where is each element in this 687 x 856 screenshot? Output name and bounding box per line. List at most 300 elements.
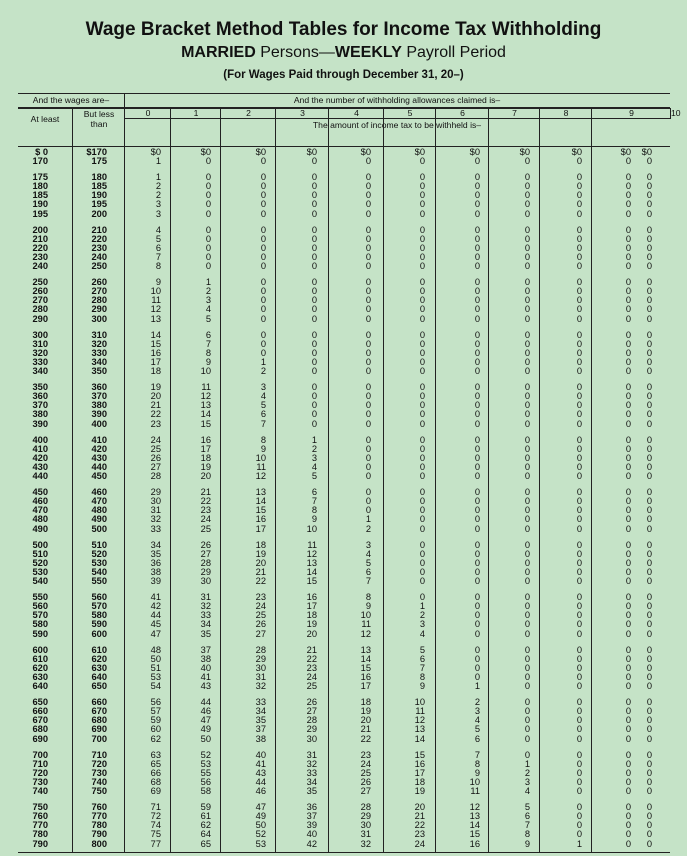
- table-cell-value: 62: [200, 820, 211, 831]
- table-cell-value: 50: [200, 733, 211, 744]
- table-cell-value: 0: [311, 409, 317, 420]
- withholding-cell-1: [201, 751, 211, 796]
- table-cell-value: 0: [365, 366, 371, 377]
- table-cell-value: 0: [474, 592, 480, 603]
- table-cell-value: 55: [200, 767, 211, 778]
- table-cell-value: 390: [91, 409, 107, 420]
- table-cell-value: 0: [474, 366, 480, 377]
- table-cell-value: 185: [91, 181, 107, 192]
- table-cell-value: 0: [474, 434, 480, 445]
- table-cell-value: 0: [646, 724, 652, 735]
- table-cell-value: 0: [419, 576, 425, 587]
- table-cell-value: 330: [32, 356, 48, 367]
- table-cell-value: 0: [311, 261, 317, 272]
- withholding-cell-2: [261, 383, 266, 428]
- withholding-cell-6: [475, 226, 480, 271]
- table-cell-value: 0: [625, 820, 631, 831]
- table-cell-value: 0: [524, 487, 530, 498]
- table-cell-value: 470: [32, 505, 48, 516]
- table-cell-value: 3: [155, 208, 161, 219]
- table-cell-value: 1: [155, 172, 161, 183]
- table-cell-value: 0: [311, 224, 317, 235]
- table-cell-value: 0: [576, 391, 582, 402]
- table-cell-value: 0: [625, 261, 631, 272]
- table-cell-value: 0: [419, 338, 425, 349]
- table-cell-value: 0: [576, 199, 582, 210]
- table-cell-value: 0: [260, 199, 266, 210]
- table-cell-value: 27: [306, 706, 317, 717]
- table-cell-value: 17: [306, 601, 317, 612]
- table-cell-value: 0: [365, 199, 371, 210]
- table-cell-value: 34: [200, 619, 211, 630]
- table-cell-value: 0: [646, 313, 652, 324]
- table-cell-value: 0: [419, 181, 425, 192]
- table-cell-value: 17: [255, 523, 266, 534]
- table-cell-value: 0: [419, 199, 425, 210]
- table-cell-value: $ 0: [35, 147, 48, 157]
- table-cell-value: 26: [306, 697, 317, 708]
- table-cell-value: 460: [91, 487, 107, 498]
- table-cell-value: 0: [576, 251, 582, 262]
- table-cell-value: 1: [365, 514, 371, 525]
- table-cell-value: 350: [32, 382, 48, 393]
- table-cell-value: 0: [576, 548, 582, 559]
- withholding-cell-8: [577, 488, 582, 533]
- withholding-cell-3: [312, 331, 317, 376]
- table-cell-value: 0: [625, 802, 631, 813]
- table-row-group: [18, 541, 670, 587]
- table-cell-value: 0: [576, 452, 582, 463]
- table-cell-value: 730: [32, 776, 48, 787]
- table-cell-value: 11: [307, 539, 317, 550]
- table-cell-value: 2: [155, 181, 161, 192]
- withholding-cell-3: [312, 226, 317, 271]
- table-cell-value: 0: [625, 224, 631, 235]
- table-cell-value: 490: [91, 514, 107, 525]
- table-cell-value: 75: [150, 829, 161, 840]
- table-cell-value: 17: [360, 681, 371, 692]
- table-cell-value: 22: [255, 576, 266, 587]
- table-cell-value: 0: [474, 487, 480, 498]
- table-cell-value: 0: [625, 523, 631, 534]
- table-cell-value: 35: [306, 786, 317, 797]
- table-cell-value: 0: [625, 471, 631, 482]
- table-cell-value: 2: [260, 366, 266, 377]
- table-cell-value: 0: [474, 653, 480, 664]
- table-cell-value: 47: [200, 715, 211, 726]
- table-cell-value: 12: [306, 548, 317, 559]
- table-cell-value: 0: [576, 313, 582, 324]
- table-cell-value: 0: [646, 382, 652, 393]
- withholding-cell-5: [420, 173, 425, 218]
- withholding-cell-9: [626, 541, 631, 586]
- table-cell-value: 0: [474, 190, 480, 201]
- table-cell-value: 0: [260, 208, 266, 219]
- withholding-cell-1: [206, 173, 211, 218]
- table-cell-value: 0: [646, 286, 652, 297]
- table-cell-value: 21: [200, 487, 211, 498]
- table-cell-value: 390: [32, 418, 48, 429]
- table-cell-value: 0: [625, 576, 631, 587]
- withholding-cell-5: [420, 226, 425, 271]
- table-cell-value: 15: [414, 749, 425, 760]
- at-least-cell: [32, 148, 48, 166]
- table-cell-value: 33: [150, 523, 161, 534]
- table-cell-value: 2: [474, 697, 480, 708]
- table-cell-value: 0: [625, 461, 631, 472]
- table-cell-value: 16: [469, 838, 480, 849]
- table-cell-value: 0: [524, 347, 530, 358]
- amount-withheld-header: The amount of income tax to be withheld is–: [124, 118, 670, 131]
- table-cell-value: 350: [91, 366, 107, 377]
- table-cell-value: 0: [625, 199, 631, 210]
- table-cell-value: 300: [32, 329, 48, 340]
- table-cell-value: 22: [414, 820, 425, 831]
- table-cell-value: 0: [524, 601, 530, 612]
- withholding-cell-2: [261, 173, 266, 218]
- table-cell-value: 48: [150, 644, 161, 655]
- withholding-cell-7: [525, 226, 530, 271]
- table-row-group: [18, 593, 670, 639]
- table-cell-value: 0: [524, 251, 530, 262]
- table-cell-value: 0: [646, 557, 652, 568]
- table-cell-value: 490: [32, 523, 48, 534]
- table-cell-value: 0: [625, 487, 631, 498]
- withholding-cell-0: [151, 751, 161, 796]
- allowance-col-header-10: 10: [671, 108, 681, 118]
- table-cell-value: 27: [360, 786, 371, 797]
- table-cell-value: 0: [524, 313, 530, 324]
- table-cell-value: 0: [576, 592, 582, 603]
- withholding-cell-2: [256, 488, 266, 533]
- table-cell-value: 0: [419, 190, 425, 201]
- table-cell-value: 0: [419, 286, 425, 297]
- table-cell-value: 0: [260, 304, 266, 315]
- table-cell-value: 0: [311, 233, 317, 244]
- table-cell-value: 26: [360, 776, 371, 787]
- table-cell-value: 0: [524, 443, 530, 454]
- rule-header-top: [18, 108, 670, 109]
- table-cell-value: 670: [32, 715, 48, 726]
- table-cell-value: 0: [474, 409, 480, 420]
- withholding-cell-6: [470, 751, 480, 796]
- table-cell-value: 670: [91, 706, 107, 717]
- but-less-cell: [91, 593, 107, 638]
- table-cell-value: 0: [576, 523, 582, 534]
- table-cell-value: 380: [91, 400, 107, 411]
- table-cell-value: 44: [200, 697, 211, 708]
- table-cell-value: 25: [255, 610, 266, 621]
- table-cell-value: 0: [576, 261, 582, 272]
- table-cell-value: 24: [306, 671, 317, 682]
- but-less-cell: [91, 646, 107, 691]
- withholding-cell-5: [415, 698, 425, 743]
- table-cell-value: 19: [200, 461, 211, 472]
- but-less-cell: [91, 173, 107, 218]
- table-cell-value: 0: [524, 557, 530, 568]
- table-cell-value: 560: [91, 592, 107, 603]
- withholding-cell-1: [201, 383, 211, 428]
- table-cell-value: 0: [646, 329, 652, 340]
- table-cell-value: 0: [524, 681, 530, 692]
- wages-paid-note: (For Wages Paid through December 31, 20–): [223, 69, 464, 81]
- table-cell-value: 0: [474, 601, 480, 612]
- table-cell-value: $0: [200, 147, 211, 157]
- table-cell-value: 28: [200, 557, 211, 568]
- table-cell-value: 0: [474, 304, 480, 315]
- table-cell-value: 0: [260, 251, 266, 262]
- table-cell-value: 0: [365, 190, 371, 201]
- table-cell-value: 180: [32, 181, 48, 192]
- table-cell-value: 13: [360, 644, 371, 655]
- withholding-cell-3: [307, 593, 317, 638]
- table-cell-value: 0: [646, 539, 652, 550]
- withholding-cell-10: [647, 173, 652, 218]
- allowance-col-header-7: 7: [488, 108, 540, 119]
- table-cell-value: 29: [360, 811, 371, 822]
- table-cell-value: 43: [200, 681, 211, 692]
- withholding-cell-9: [626, 173, 631, 218]
- table-cell-value: 0: [646, 461, 652, 472]
- withholding-cell-5: [415, 751, 425, 796]
- table-cell-value: 590: [91, 619, 107, 630]
- withholding-cell-6: [475, 593, 480, 638]
- table-cell-value: 2: [419, 610, 425, 621]
- table-cell-value: 7: [365, 576, 371, 587]
- withholding-cell-3: [312, 278, 317, 323]
- withholding-cell-5: [415, 148, 425, 166]
- table-cell-value: 0: [365, 471, 371, 482]
- table-cell-value: 0: [646, 418, 652, 429]
- table-cell-value: 0: [474, 277, 480, 288]
- table-cell-value: 195: [32, 208, 48, 219]
- at-least-cell: [32, 698, 48, 743]
- table-cell-value: 0: [365, 496, 371, 507]
- table-cell-value: 0: [625, 277, 631, 288]
- table-cell-value: 8: [311, 505, 317, 516]
- table-cell-value: 0: [524, 224, 530, 235]
- table-cell-value: 0: [474, 514, 480, 525]
- withholding-cell-8: [577, 226, 582, 271]
- table-cell-value: 0: [576, 418, 582, 429]
- table-cell-value: 790: [91, 829, 107, 840]
- table-cell-value: 0: [625, 758, 631, 769]
- table-cell-value: $170: [86, 147, 107, 157]
- table-cell-value: 0: [646, 261, 652, 272]
- table-cell-value: 0: [576, 715, 582, 726]
- table-cell-value: 0: [625, 356, 631, 367]
- table-cell-value: 0: [625, 733, 631, 744]
- table-cell-value: 175: [91, 156, 107, 167]
- table-row-group: [18, 698, 670, 744]
- table-cell-value: 0: [260, 295, 266, 306]
- table-cell-value: 0: [524, 208, 530, 219]
- table-cell-value: 5: [155, 233, 161, 244]
- table-cell-value: 0: [474, 576, 480, 587]
- table-cell-value: 620: [32, 662, 48, 673]
- table-cell-value: 0: [576, 662, 582, 673]
- table-cell-value: 1: [474, 681, 480, 692]
- column-divider: [72, 108, 73, 852]
- table-cell-value: 0: [576, 505, 582, 516]
- at-least-cell: [32, 488, 48, 533]
- table-cell-value: 740: [32, 786, 48, 797]
- table-cell-value: 0: [625, 190, 631, 201]
- table-row-group: [18, 148, 670, 166]
- table-cell-value: 9: [474, 767, 480, 778]
- table-cell-value: 710: [32, 758, 48, 769]
- table-cell-value: 0: [646, 681, 652, 692]
- table-cell-value: 33: [255, 697, 266, 708]
- table-cell-value: 22: [306, 653, 317, 664]
- table-cell-value: 66: [150, 767, 161, 778]
- table-cell-value: 30: [360, 820, 371, 831]
- table-cell-value: 0: [205, 156, 211, 167]
- table-cell-value: 35: [150, 548, 161, 559]
- table-cell-value: 27: [255, 628, 266, 639]
- table-cell-value: 19: [150, 382, 161, 393]
- withholding-cell-8: [577, 593, 582, 638]
- withholding-cell-10: [647, 593, 652, 638]
- table-cell-value: 0: [576, 347, 582, 358]
- table-cell-value: 0: [646, 208, 652, 219]
- table-cell-value: 0: [419, 304, 425, 315]
- table-cell-value: 3: [365, 539, 371, 550]
- table-cell-value: 0: [524, 261, 530, 272]
- table-cell-value: 0: [646, 758, 652, 769]
- table-cell-value: 0: [625, 452, 631, 463]
- table-cell-value: 780: [91, 820, 107, 831]
- table-cell-value: 0: [474, 313, 480, 324]
- withholding-cell-6: [475, 173, 480, 218]
- table-cell-value: 16: [200, 434, 211, 445]
- table-cell-value: 0: [625, 391, 631, 402]
- table-cell-value: 14: [469, 820, 480, 831]
- table-cell-value: 19: [360, 706, 371, 717]
- withholding-cell-9: [626, 331, 631, 376]
- table-cell-value: 0: [474, 496, 480, 507]
- table-cell-value: 570: [32, 610, 48, 621]
- table-cell-value: 0: [474, 662, 480, 673]
- table-cell-value: 460: [32, 496, 48, 507]
- withholding-cell-0: [151, 646, 161, 691]
- table-cell-value: 0: [365, 382, 371, 393]
- table-cell-value: 18: [200, 452, 211, 463]
- table-cell-value: 0: [419, 592, 425, 603]
- table-cell-value: 360: [91, 382, 107, 393]
- table-cell-value: 0: [576, 366, 582, 377]
- table-cell-value: 0: [524, 628, 530, 639]
- table-cell-value: 0: [576, 295, 582, 306]
- withholding-cell-2: [256, 593, 266, 638]
- table-cell-value: 39: [306, 820, 317, 831]
- table-cell-value: 0: [646, 592, 652, 603]
- withholding-cell-10: [647, 751, 652, 796]
- at-least-cell: [32, 593, 48, 638]
- table-cell-value: 0: [260, 329, 266, 340]
- table-cell-value: 0: [260, 181, 266, 192]
- table-cell-value: 9: [260, 443, 266, 454]
- withholding-cell-0: [156, 226, 161, 271]
- table-cell-value: 0: [625, 418, 631, 429]
- withholding-cell-9: [626, 751, 631, 796]
- withholding-cell-10: [647, 803, 652, 848]
- table-cell-value: 13: [306, 557, 317, 568]
- table-cell-value: 0: [419, 347, 425, 358]
- table-cell-value: 0: [625, 181, 631, 192]
- table-cell-value: 0: [474, 505, 480, 516]
- table-cell-value: 39: [150, 576, 161, 587]
- table-cell-value: 0: [474, 523, 480, 534]
- table-cell-value: 40: [200, 662, 211, 673]
- table-cell-value: 720: [32, 767, 48, 778]
- table-cell-value: 0: [365, 347, 371, 358]
- table-cell-value: 41: [150, 592, 161, 603]
- table-cell-value: 710: [91, 749, 107, 760]
- withholding-cell-0: [151, 278, 161, 323]
- table-cell-value: 0: [625, 329, 631, 340]
- table-cell-value: 0: [419, 505, 425, 516]
- table-cell-value: 0: [576, 496, 582, 507]
- withholding-cell-5: [420, 541, 425, 586]
- withholding-cell-4: [366, 173, 371, 218]
- table-cell-value: 59: [150, 715, 161, 726]
- table-cell-value: 680: [32, 724, 48, 735]
- but-less-cell: [91, 803, 107, 848]
- table-cell-value: 680: [91, 715, 107, 726]
- table-cell-value: 0: [205, 172, 211, 183]
- table-cell-value: 68: [150, 776, 161, 787]
- withholding-cell-10: [647, 226, 652, 271]
- table-cell-value: 13: [200, 400, 211, 411]
- table-cell-value: 0: [474, 539, 480, 550]
- table-cell-value: 50: [150, 653, 161, 664]
- table-cell-value: 11: [256, 461, 266, 472]
- table-cell-value: 15: [200, 418, 211, 429]
- table-cell-value: 340: [91, 356, 107, 367]
- withholding-cell-4: [366, 331, 371, 376]
- table-cell-value: 310: [32, 338, 48, 349]
- withholding-cell-4: [366, 488, 371, 533]
- table-cell-value: 2: [205, 286, 211, 297]
- table-cell-value: 180: [91, 172, 107, 183]
- table-cell-value: 28: [360, 802, 371, 813]
- table-cell-value: 0: [205, 199, 211, 210]
- table-cell-value: 8: [205, 347, 211, 358]
- table-cell-value: 0: [625, 295, 631, 306]
- table-cell-value: 0: [646, 434, 652, 445]
- table-cell-value: 14: [414, 733, 425, 744]
- table-cell-value: 51: [150, 662, 161, 673]
- table-cell-value: 9: [311, 514, 317, 525]
- table-cell-value: 0: [205, 181, 211, 192]
- withholding-cell-0: [151, 541, 161, 586]
- table-cell-value: 50: [255, 820, 266, 831]
- table-cell-value: 0: [311, 295, 317, 306]
- table-cell-value: 72: [150, 811, 161, 822]
- table-cell-value: 0: [311, 181, 317, 192]
- table-cell-value: 0: [646, 304, 652, 315]
- table-cell-value: 22: [150, 409, 161, 420]
- table-row-group: [18, 803, 670, 849]
- but-less-cell: [91, 698, 107, 743]
- table-cell-value: 0: [646, 400, 652, 411]
- withholding-cell-10: [647, 436, 652, 481]
- withholding-cell-10: [642, 148, 652, 166]
- withholding-cell-3: [307, 803, 317, 848]
- withholding-cell-8: [577, 436, 582, 481]
- table-cell-value: 0: [365, 261, 371, 272]
